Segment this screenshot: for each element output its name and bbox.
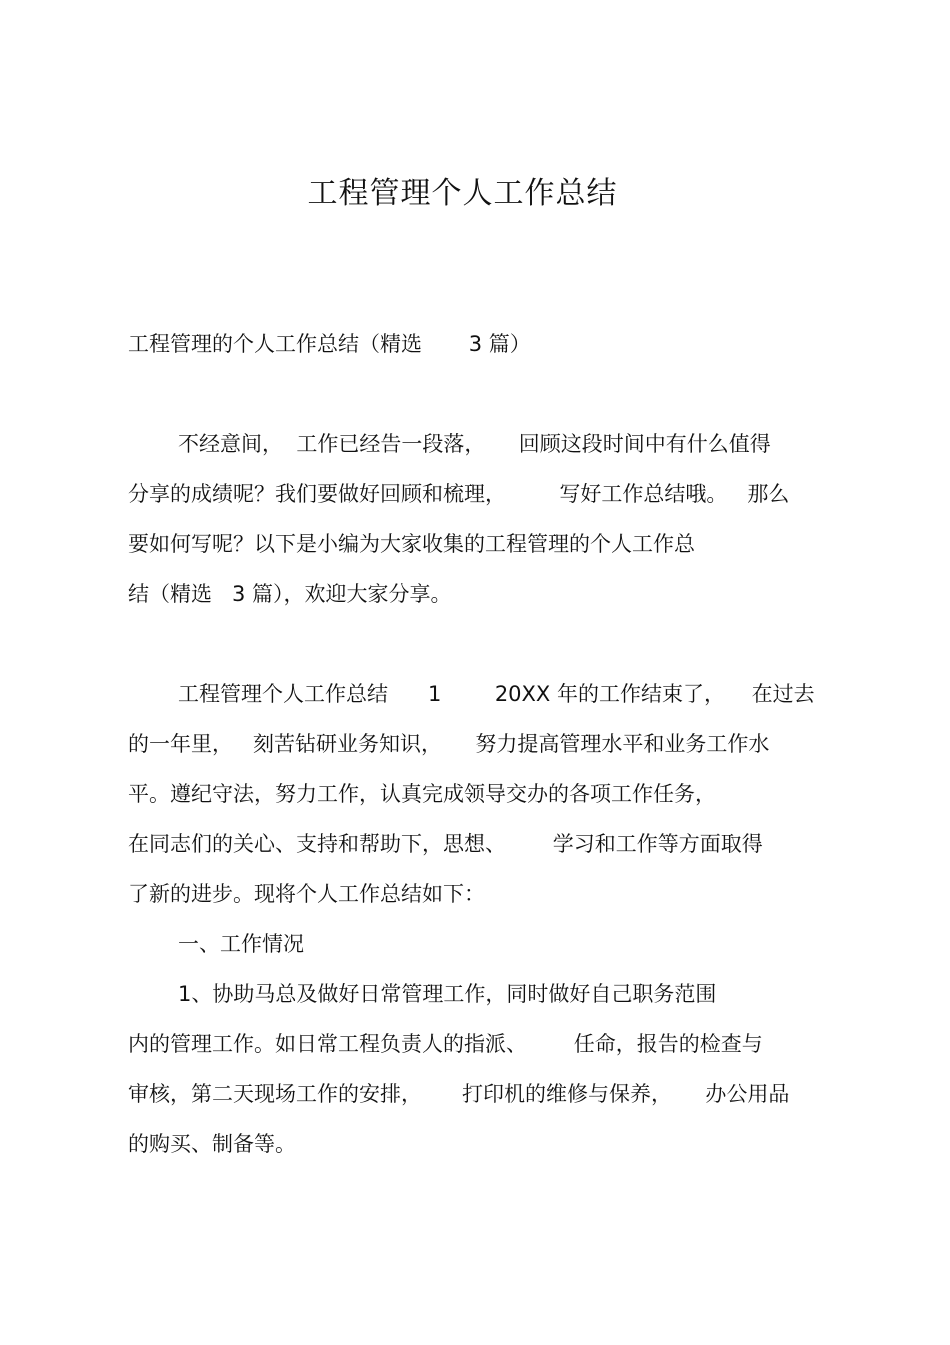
section-line: 的一年里， 刻苦钻研业务知识， 努力提高管理水平和业务工作水 (128, 732, 770, 756)
section-line: 在同志们的关心、支持和帮助下，思想、 学习和工作等方面取得 (128, 832, 763, 856)
section-line: 了新的进步。现将个人工作总结如下： (128, 882, 485, 906)
section-line: 平。遵纪守法，努力工作，认真完成领导交办的各项工作任务， (128, 782, 716, 806)
section-line: 工程管理个人工作总结 1 20XX 年的工作结束了， 在过去 (178, 682, 815, 706)
intro-line: 要如何写呢？以下是小编为大家收集的工程管理的个人工作总 (128, 532, 695, 556)
item-line: 1、协助马总及做好日常管理工作，同时做好自己职务范围 (178, 982, 717, 1006)
intro-line: 结（精选 3 篇），欢迎大家分享。 (128, 582, 452, 606)
item-line: 内的管理工作。如日常工程负责人的指派、 任命，报告的检查与 (128, 1032, 763, 1056)
intro-line: 分享的成绩呢？我们要做好回顾和梳理， 写好工作总结哦。 那么 (128, 482, 790, 506)
intro-line: 不经意间， 工作已经告一段落， 回顾这段时间中有什么值得 (178, 432, 771, 456)
document-title: 工程管理个人工作总结 (307, 176, 618, 211)
item-line: 的购买、制备等。 (128, 1132, 296, 1156)
subtitle-line: 工程管理的个人工作总结（精选 3 篇） (128, 332, 531, 356)
item-line: 审核，第二天现场工作的安排， 打印机的维修与保养， 办公用品 (128, 1082, 790, 1106)
section-heading: 一、工作情况 (178, 932, 304, 956)
